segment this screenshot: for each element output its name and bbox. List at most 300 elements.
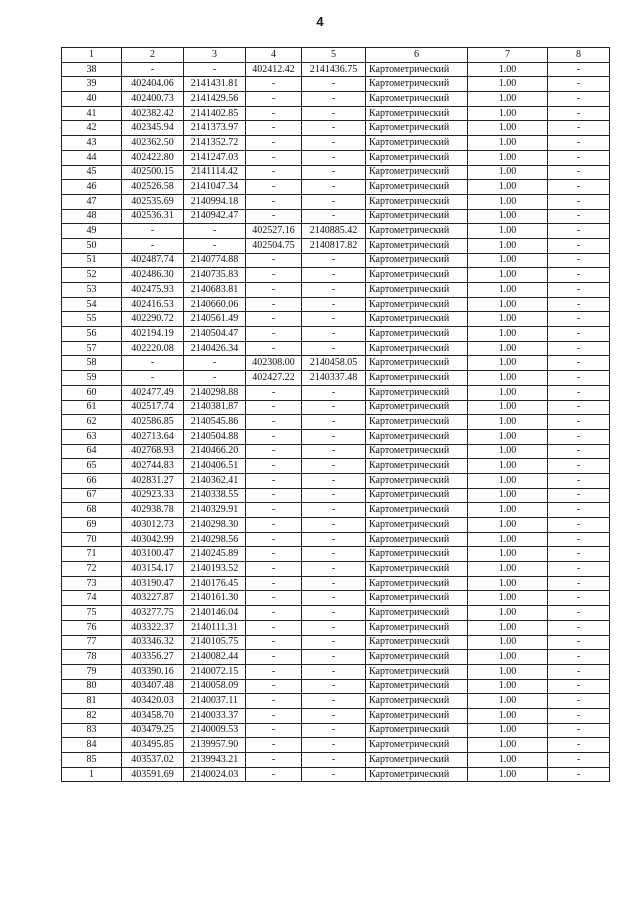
y-new-cell: - xyxy=(302,77,366,92)
method-cell: Картометрический xyxy=(366,136,468,151)
accuracy-cell: 1.00 xyxy=(468,547,548,562)
accuracy-cell: 1.00 xyxy=(468,253,548,268)
method-cell: Картометрический xyxy=(366,327,468,342)
point-number-cell: 52 xyxy=(62,268,122,283)
y-new-cell: - xyxy=(302,547,366,562)
description-cell: - xyxy=(548,415,610,430)
y-existing-cell: 2140111.31 xyxy=(184,620,246,635)
method-cell: Картометрический xyxy=(366,753,468,768)
accuracy-cell: 1.00 xyxy=(468,180,548,195)
y-new-cell: 2140885.42 xyxy=(302,224,366,239)
x-existing-cell: 403537.02 xyxy=(122,753,184,768)
table-row xyxy=(62,459,610,474)
table-row xyxy=(62,753,610,768)
point-number-cell: 80 xyxy=(62,679,122,694)
accuracy-cell: 1.00 xyxy=(468,238,548,253)
description-cell: - xyxy=(548,238,610,253)
x-new-cell: - xyxy=(246,253,302,268)
method-cell: Картометрический xyxy=(366,518,468,533)
accuracy-cell: 1.00 xyxy=(468,429,548,444)
accuracy-cell: 1.00 xyxy=(468,473,548,488)
accuracy-cell: 1.00 xyxy=(468,150,548,165)
point-number-cell: 78 xyxy=(62,650,122,665)
x-existing-cell: 402362.50 xyxy=(122,136,184,151)
y-new-cell: - xyxy=(302,297,366,312)
point-number-cell: 1 xyxy=(62,767,122,782)
x-new-cell: - xyxy=(246,136,302,151)
accuracy-cell: 1.00 xyxy=(468,620,548,635)
y-new-cell: - xyxy=(302,753,366,768)
point-number-cell: 47 xyxy=(62,194,122,209)
method-cell: Картометрический xyxy=(366,723,468,738)
accuracy-cell: 1.00 xyxy=(468,444,548,459)
accuracy-cell: 1.00 xyxy=(468,679,548,694)
description-cell: - xyxy=(548,444,610,459)
point-number-cell: 45 xyxy=(62,165,122,180)
accuracy-cell: 1.00 xyxy=(468,62,548,77)
point-number-cell: 39 xyxy=(62,77,122,92)
x-existing-cell: 402517.74 xyxy=(122,400,184,415)
y-new-cell: - xyxy=(302,106,366,121)
y-existing-cell: 2140362.41 xyxy=(184,473,246,488)
point-number-cell: 70 xyxy=(62,532,122,547)
table-row xyxy=(62,238,610,253)
table-row xyxy=(62,694,610,709)
x-new-cell: - xyxy=(246,400,302,415)
y-new-cell: - xyxy=(302,444,366,459)
description-cell: - xyxy=(548,165,610,180)
x-new-cell: - xyxy=(246,429,302,444)
y-existing-cell: 2140037.11 xyxy=(184,694,246,709)
accuracy-cell: 1.00 xyxy=(468,121,548,136)
x-existing-cell: 403190.47 xyxy=(122,576,184,591)
x-existing-cell: 402526.58 xyxy=(122,180,184,195)
x-new-cell: - xyxy=(246,620,302,635)
x-existing-cell: 402220.08 xyxy=(122,341,184,356)
method-cell: Картометрический xyxy=(366,106,468,121)
description-cell: - xyxy=(548,150,610,165)
accuracy-cell: 1.00 xyxy=(468,664,548,679)
table-row xyxy=(62,664,610,679)
accuracy-cell: 1.00 xyxy=(468,518,548,533)
accuracy-cell: 1.00 xyxy=(468,723,548,738)
method-cell: Картометрический xyxy=(366,400,468,415)
table-row xyxy=(62,547,610,562)
x-existing-cell: 402477.49 xyxy=(122,385,184,400)
description-cell: - xyxy=(548,136,610,151)
x-new-cell: - xyxy=(246,194,302,209)
x-new-cell: - xyxy=(246,268,302,283)
y-new-cell: - xyxy=(302,723,366,738)
x-new-cell: - xyxy=(246,180,302,195)
method-cell: Картометрический xyxy=(366,767,468,782)
table-row xyxy=(62,165,610,180)
accuracy-cell: 1.00 xyxy=(468,415,548,430)
description-cell: - xyxy=(548,620,610,635)
x-existing-cell: 402345.94 xyxy=(122,121,184,136)
point-number-cell: 59 xyxy=(62,371,122,386)
coordinates-table xyxy=(61,47,610,782)
y-new-cell: - xyxy=(302,268,366,283)
x-new-cell: - xyxy=(246,635,302,650)
y-new-cell: - xyxy=(302,165,366,180)
x-new-cell: - xyxy=(246,150,302,165)
y-existing-cell: 2140176.45 xyxy=(184,576,246,591)
accuracy-cell: 1.00 xyxy=(468,356,548,371)
description-cell: - xyxy=(548,297,610,312)
x-existing-cell: 403346.32 xyxy=(122,635,184,650)
y-new-cell: - xyxy=(302,620,366,635)
table-row xyxy=(62,562,610,577)
table-row xyxy=(62,385,610,400)
accuracy-cell: 1.00 xyxy=(468,312,548,327)
description-cell: - xyxy=(548,92,610,107)
x-new-cell: - xyxy=(246,694,302,709)
y-new-cell: - xyxy=(302,708,366,723)
method-cell: Картометрический xyxy=(366,238,468,253)
description-cell: - xyxy=(548,268,610,283)
accuracy-cell: 1.00 xyxy=(468,194,548,209)
accuracy-cell: 1.00 xyxy=(468,650,548,665)
accuracy-cell: 1.00 xyxy=(468,341,548,356)
x-new-cell: - xyxy=(246,297,302,312)
x-existing-cell: 402500.15 xyxy=(122,165,184,180)
table-row xyxy=(62,620,610,635)
x-existing-cell: 403154.17 xyxy=(122,562,184,577)
x-new-cell: - xyxy=(246,591,302,606)
x-existing-cell: 402586.85 xyxy=(122,415,184,430)
y-existing-cell: 2140009.53 xyxy=(184,723,246,738)
y-new-cell: - xyxy=(302,327,366,342)
x-new-cell: - xyxy=(246,708,302,723)
x-new-cell: - xyxy=(246,753,302,768)
column-header: 2 xyxy=(122,48,184,63)
method-cell: Картометрический xyxy=(366,429,468,444)
point-number-cell: 76 xyxy=(62,620,122,635)
y-existing-cell: 2140406.51 xyxy=(184,459,246,474)
accuracy-cell: 1.00 xyxy=(468,503,548,518)
method-cell: Картометрический xyxy=(366,283,468,298)
x-existing-cell: 402486.30 xyxy=(122,268,184,283)
y-existing-cell: 2140329.91 xyxy=(184,503,246,518)
x-existing-cell: 402713.64 xyxy=(122,429,184,444)
x-existing-cell: 403100.47 xyxy=(122,547,184,562)
method-cell: Картометрический xyxy=(366,488,468,503)
accuracy-cell: 1.00 xyxy=(468,488,548,503)
y-existing-cell: 2141431.81 xyxy=(184,77,246,92)
description-cell: - xyxy=(548,371,610,386)
method-cell: Картометрический xyxy=(366,371,468,386)
table-row xyxy=(62,371,610,386)
table-row xyxy=(62,400,610,415)
y-new-cell: - xyxy=(302,532,366,547)
y-new-cell: - xyxy=(302,194,366,209)
y-new-cell: - xyxy=(302,488,366,503)
x-existing-cell: 402923.33 xyxy=(122,488,184,503)
x-new-cell: - xyxy=(246,444,302,459)
y-existing-cell: 2140735.83 xyxy=(184,268,246,283)
table-header-row xyxy=(62,48,610,63)
method-cell: Картометрический xyxy=(366,180,468,195)
x-existing-cell: 402404.06 xyxy=(122,77,184,92)
column-header: 7 xyxy=(468,48,548,63)
point-number-cell: 66 xyxy=(62,473,122,488)
point-number-cell: 73 xyxy=(62,576,122,591)
method-cell: Картометрический xyxy=(366,194,468,209)
point-number-cell: 62 xyxy=(62,415,122,430)
x-existing-cell: 403356.27 xyxy=(122,650,184,665)
point-number-cell: 72 xyxy=(62,562,122,577)
x-new-cell: - xyxy=(246,723,302,738)
description-cell: - xyxy=(548,356,610,371)
table-row xyxy=(62,327,610,342)
table-row xyxy=(62,591,610,606)
y-new-cell: - xyxy=(302,562,366,577)
description-cell: - xyxy=(548,591,610,606)
point-number-cell: 43 xyxy=(62,136,122,151)
accuracy-cell: 1.00 xyxy=(468,400,548,415)
y-existing-cell: 2140338.55 xyxy=(184,488,246,503)
method-cell: Картометрический xyxy=(366,268,468,283)
y-existing-cell: 2140161.30 xyxy=(184,591,246,606)
table-row xyxy=(62,268,610,283)
y-existing-cell: 2140545.86 xyxy=(184,415,246,430)
x-existing-cell: 403277.75 xyxy=(122,606,184,621)
y-existing-cell: 2140994.18 xyxy=(184,194,246,209)
description-cell: - xyxy=(548,767,610,782)
method-cell: Картометрический xyxy=(366,576,468,591)
accuracy-cell: 1.00 xyxy=(468,694,548,709)
x-existing-cell: 403420.03 xyxy=(122,694,184,709)
x-new-cell: 402527.16 xyxy=(246,224,302,239)
y-existing-cell: 2140381.87 xyxy=(184,400,246,415)
y-existing-cell: 2140105.75 xyxy=(184,635,246,650)
point-number-cell: 84 xyxy=(62,738,122,753)
x-existing-cell: 403390.16 xyxy=(122,664,184,679)
y-new-cell: - xyxy=(302,767,366,782)
method-cell: Картометрический xyxy=(366,708,468,723)
point-number-cell: 75 xyxy=(62,606,122,621)
description-cell: - xyxy=(548,488,610,503)
x-existing-cell: 402422.80 xyxy=(122,150,184,165)
description-cell: - xyxy=(548,429,610,444)
method-cell: Картометрический xyxy=(366,679,468,694)
y-existing-cell: 2140298.88 xyxy=(184,385,246,400)
description-cell: - xyxy=(548,253,610,268)
x-new-cell: - xyxy=(246,547,302,562)
y-existing-cell: 2140298.30 xyxy=(184,518,246,533)
x-existing-cell: 403227.87 xyxy=(122,591,184,606)
y-existing-cell: 2141047.34 xyxy=(184,180,246,195)
accuracy-cell: 1.00 xyxy=(468,92,548,107)
point-number-cell: 68 xyxy=(62,503,122,518)
method-cell: Картометрический xyxy=(366,473,468,488)
table-row xyxy=(62,106,610,121)
point-number-cell: 42 xyxy=(62,121,122,136)
x-existing-cell: 403495.85 xyxy=(122,738,184,753)
y-new-cell: - xyxy=(302,606,366,621)
point-number-cell: 49 xyxy=(62,224,122,239)
accuracy-cell: 1.00 xyxy=(468,209,548,224)
x-existing-cell: 403479.25 xyxy=(122,723,184,738)
y-existing-cell: 2140193.52 xyxy=(184,562,246,577)
method-cell: Картометрический xyxy=(366,694,468,709)
table-row xyxy=(62,77,610,92)
y-existing-cell: 2139943.21 xyxy=(184,753,246,768)
y-new-cell: - xyxy=(302,429,366,444)
y-new-cell: - xyxy=(302,738,366,753)
y-existing-cell: 2141429.56 xyxy=(184,92,246,107)
accuracy-cell: 1.00 xyxy=(468,165,548,180)
method-cell: Картометрический xyxy=(366,92,468,107)
y-existing-cell: 2140426.34 xyxy=(184,341,246,356)
point-number-cell: 74 xyxy=(62,591,122,606)
point-number-cell: 67 xyxy=(62,488,122,503)
table-row xyxy=(62,606,610,621)
x-existing-cell: - xyxy=(122,62,184,77)
accuracy-cell: 1.00 xyxy=(468,738,548,753)
x-existing-cell: 402768.93 xyxy=(122,444,184,459)
description-cell: - xyxy=(548,650,610,665)
x-new-cell: - xyxy=(246,165,302,180)
description-cell: - xyxy=(548,121,610,136)
accuracy-cell: 1.00 xyxy=(468,767,548,782)
description-cell: - xyxy=(548,518,610,533)
point-number-cell: 82 xyxy=(62,708,122,723)
y-new-cell: - xyxy=(302,136,366,151)
table-row xyxy=(62,194,610,209)
y-existing-cell: 2140082.44 xyxy=(184,650,246,665)
table-row xyxy=(62,738,610,753)
x-new-cell: - xyxy=(246,341,302,356)
y-existing-cell: 2140245.89 xyxy=(184,547,246,562)
y-existing-cell: 2140942.47 xyxy=(184,209,246,224)
y-existing-cell: - xyxy=(184,238,246,253)
y-new-cell: - xyxy=(302,121,366,136)
table-row xyxy=(62,635,610,650)
x-new-cell: 402427.22 xyxy=(246,371,302,386)
table-row xyxy=(62,121,610,136)
table-row xyxy=(62,297,610,312)
table-row xyxy=(62,224,610,239)
x-existing-cell: - xyxy=(122,356,184,371)
table-row xyxy=(62,283,610,298)
x-new-cell: - xyxy=(246,664,302,679)
description-cell: - xyxy=(548,664,610,679)
table-row xyxy=(62,679,610,694)
table-row xyxy=(62,650,610,665)
table-row xyxy=(62,180,610,195)
table-row xyxy=(62,209,610,224)
y-existing-cell: 2140058.09 xyxy=(184,679,246,694)
description-cell: - xyxy=(548,606,610,621)
x-new-cell: - xyxy=(246,327,302,342)
x-new-cell: - xyxy=(246,679,302,694)
y-existing-cell: 2140504.47 xyxy=(184,327,246,342)
y-new-cell: - xyxy=(302,679,366,694)
x-new-cell: 402504.75 xyxy=(246,238,302,253)
method-cell: Картометрический xyxy=(366,444,468,459)
table-row xyxy=(62,488,610,503)
y-new-cell: - xyxy=(302,92,366,107)
x-existing-cell: 402938.78 xyxy=(122,503,184,518)
x-existing-cell: 402382.42 xyxy=(122,106,184,121)
description-cell: - xyxy=(548,635,610,650)
y-new-cell: - xyxy=(302,312,366,327)
y-existing-cell: 2140466.20 xyxy=(184,444,246,459)
y-new-cell: - xyxy=(302,473,366,488)
method-cell: Картометрический xyxy=(366,77,468,92)
x-existing-cell: 403591.69 xyxy=(122,767,184,782)
table-row xyxy=(62,429,610,444)
accuracy-cell: 1.00 xyxy=(468,576,548,591)
description-cell: - xyxy=(548,283,610,298)
y-new-cell: - xyxy=(302,209,366,224)
description-cell: - xyxy=(548,547,610,562)
y-existing-cell: - xyxy=(184,224,246,239)
point-number-cell: 61 xyxy=(62,400,122,415)
x-existing-cell: 402536.31 xyxy=(122,209,184,224)
x-new-cell: - xyxy=(246,562,302,577)
y-new-cell: - xyxy=(302,283,366,298)
x-existing-cell: 402416.53 xyxy=(122,297,184,312)
description-cell: - xyxy=(548,194,610,209)
x-new-cell: - xyxy=(246,576,302,591)
point-number-cell: 56 xyxy=(62,327,122,342)
y-new-cell: 2140458.05 xyxy=(302,356,366,371)
point-number-cell: 81 xyxy=(62,694,122,709)
column-header: 1 xyxy=(62,48,122,63)
x-new-cell: - xyxy=(246,92,302,107)
x-new-cell: - xyxy=(246,121,302,136)
table-row xyxy=(62,767,610,782)
y-new-cell: - xyxy=(302,576,366,591)
accuracy-cell: 1.00 xyxy=(468,532,548,547)
method-cell: Картометрический xyxy=(366,312,468,327)
description-cell: - xyxy=(548,400,610,415)
accuracy-cell: 1.00 xyxy=(468,385,548,400)
description-cell: - xyxy=(548,106,610,121)
description-cell: - xyxy=(548,459,610,474)
table-row xyxy=(62,312,610,327)
method-cell: Картометрический xyxy=(366,165,468,180)
y-new-cell: - xyxy=(302,459,366,474)
x-new-cell: - xyxy=(246,488,302,503)
y-new-cell: - xyxy=(302,400,366,415)
y-existing-cell: 2140504.88 xyxy=(184,429,246,444)
y-new-cell: - xyxy=(302,694,366,709)
method-cell: Картометрический xyxy=(366,253,468,268)
point-number-cell: 60 xyxy=(62,385,122,400)
x-new-cell: - xyxy=(246,606,302,621)
point-number-cell: 77 xyxy=(62,635,122,650)
point-number-cell: 44 xyxy=(62,150,122,165)
point-number-cell: 41 xyxy=(62,106,122,121)
table-row xyxy=(62,503,610,518)
accuracy-cell: 1.00 xyxy=(468,136,548,151)
x-new-cell: - xyxy=(246,473,302,488)
table-row xyxy=(62,576,610,591)
x-new-cell: - xyxy=(246,503,302,518)
description-cell: - xyxy=(548,327,610,342)
y-new-cell: - xyxy=(302,341,366,356)
table-row xyxy=(62,253,610,268)
method-cell: Картометрический xyxy=(366,209,468,224)
table-row xyxy=(62,444,610,459)
x-existing-cell: 402487.74 xyxy=(122,253,184,268)
y-new-cell: 2140817.82 xyxy=(302,238,366,253)
y-new-cell: - xyxy=(302,591,366,606)
